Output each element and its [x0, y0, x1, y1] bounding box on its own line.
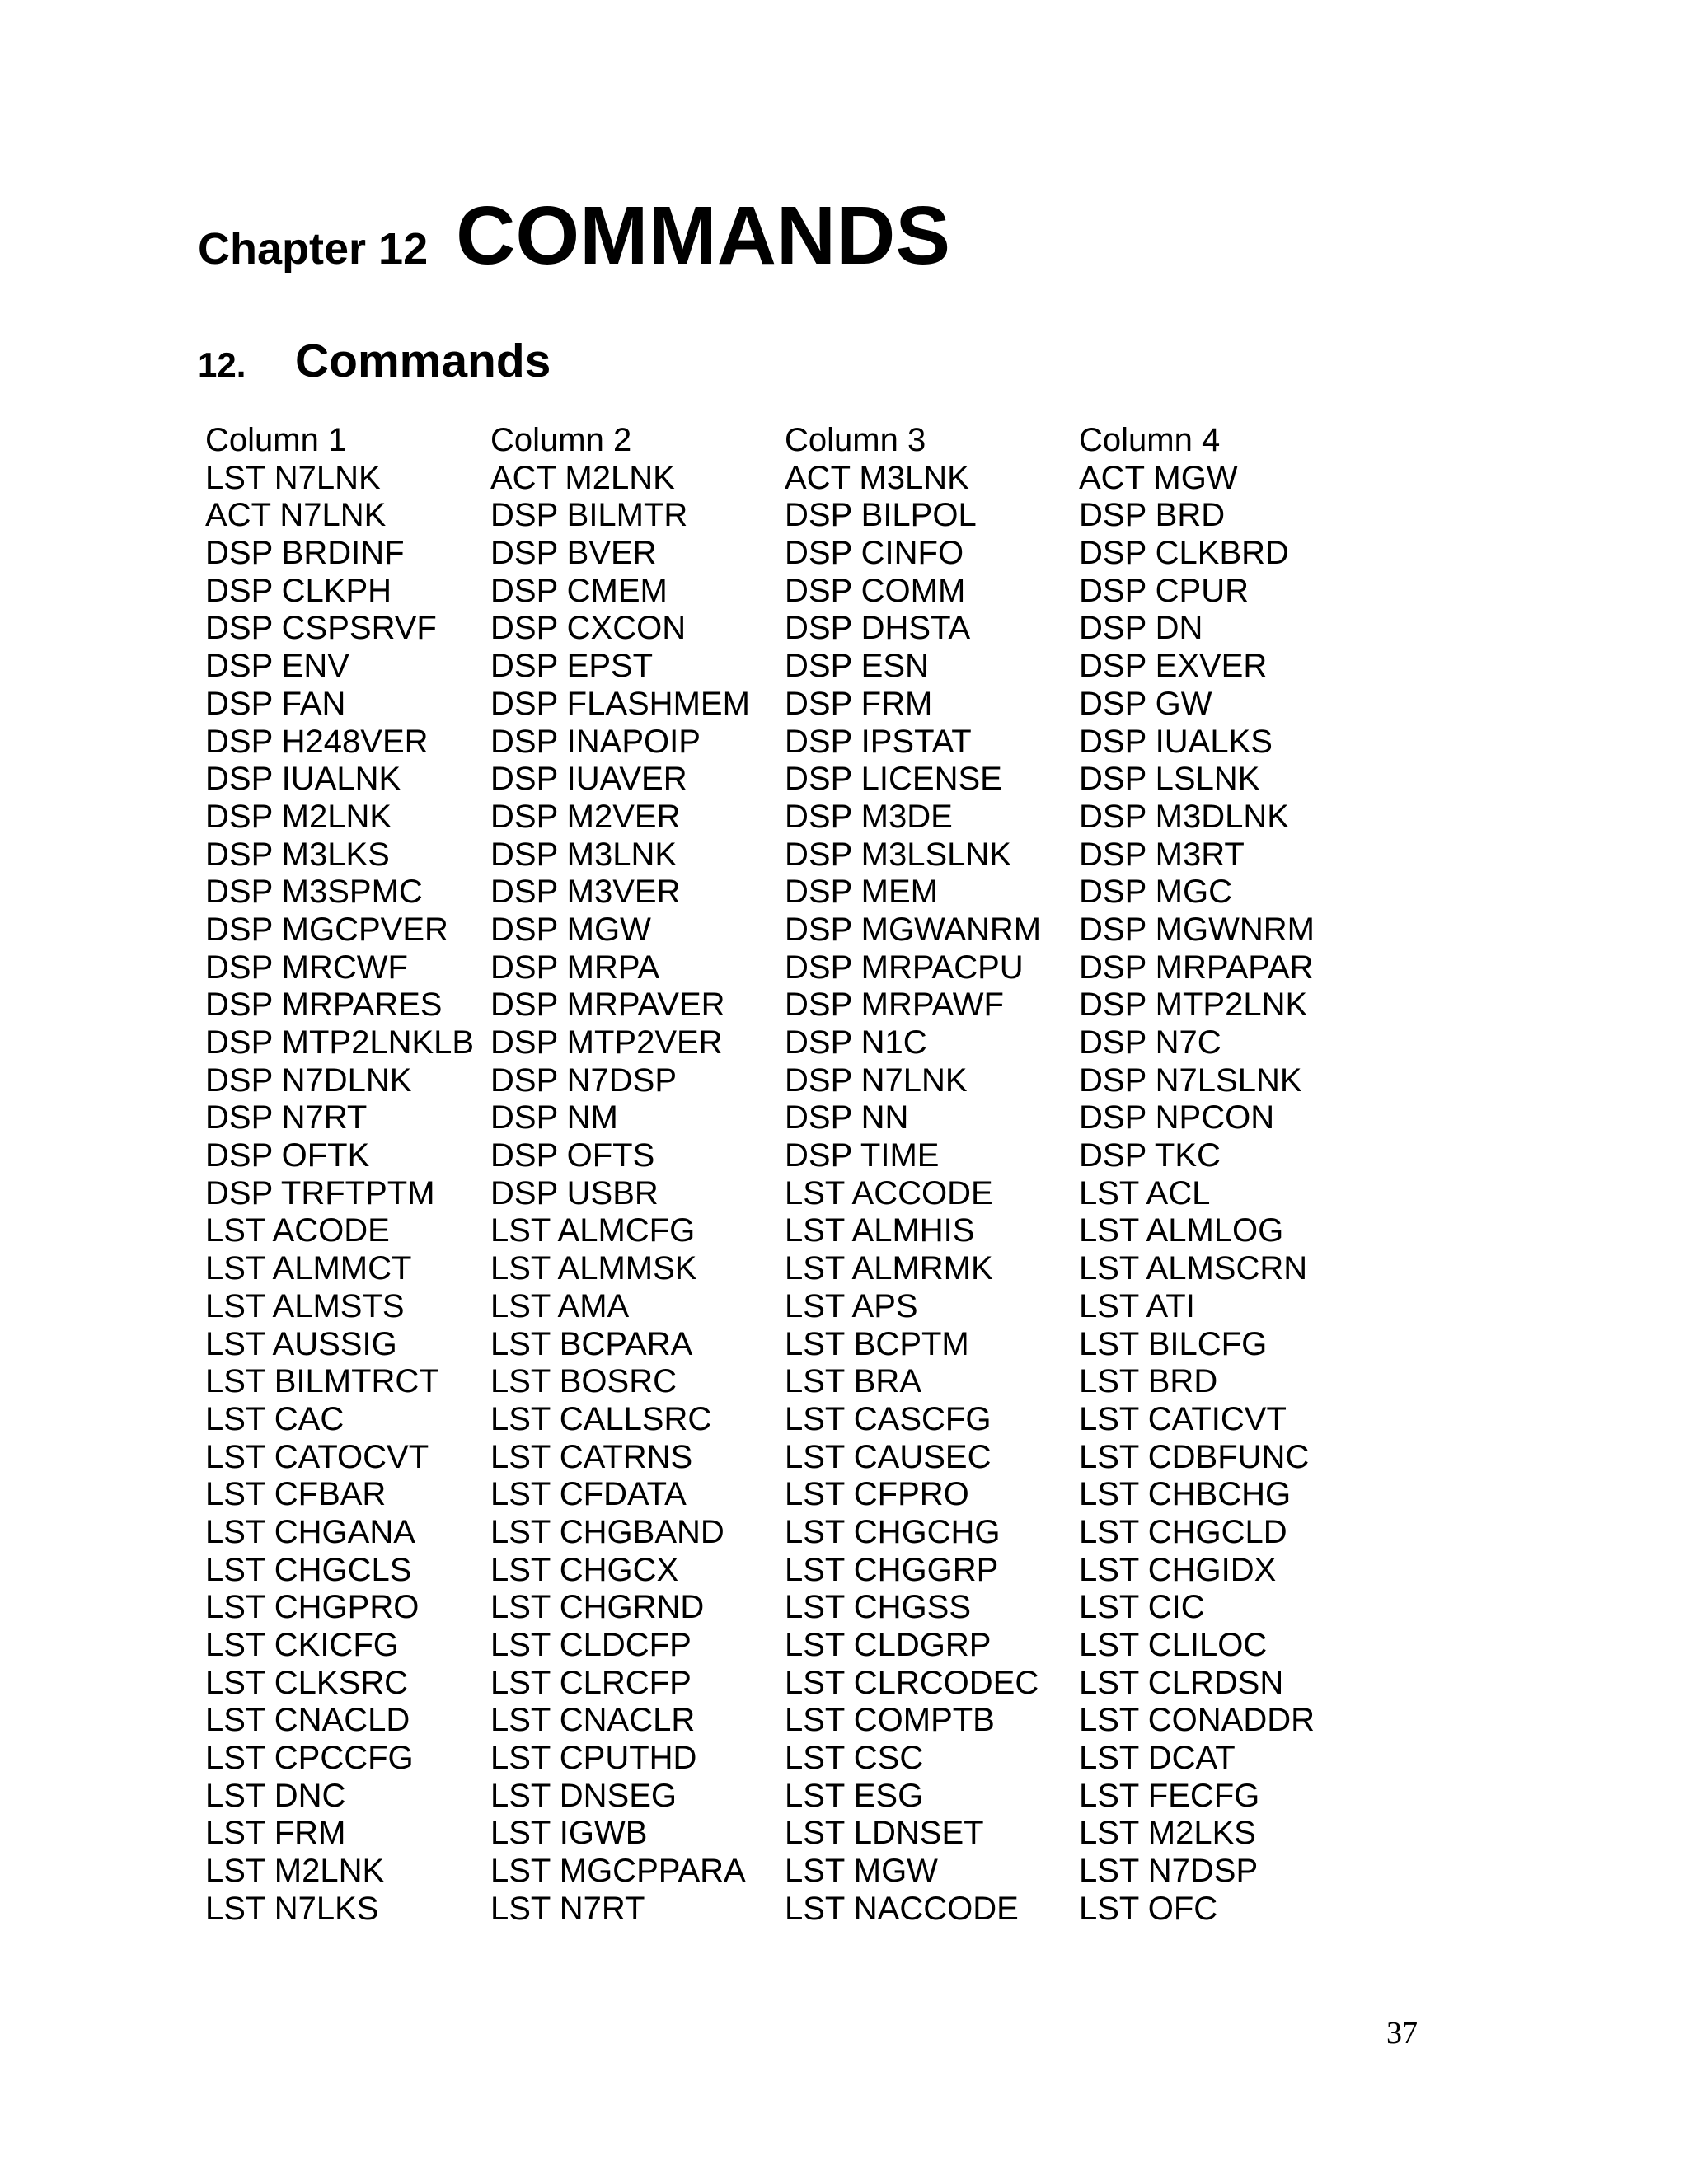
command-cell: DSP M3DE — [785, 798, 953, 835]
command-cell: LST BRD — [1079, 1363, 1218, 1400]
command-cell: LST CHGCLD — [1079, 1513, 1287, 1550]
command-cell: LST CHGCX — [490, 1551, 679, 1588]
column-header: Column 2 — [490, 422, 632, 458]
command-cell: LST LDNSET — [785, 1815, 984, 1852]
command-cell: LST AMA — [490, 1287, 630, 1324]
command-cell: DSP M2LNK — [205, 798, 392, 835]
command-cell: DSP BVER — [490, 535, 657, 572]
command-cell: DSP MGWNRM — [1079, 911, 1315, 948]
command-cell: DSP EXVER — [1079, 648, 1268, 685]
command-cell: DSP CLKBRD — [1079, 535, 1289, 572]
command-cell: LST CLRDSN — [1079, 1664, 1284, 1701]
command-cell: ACT N7LNK — [205, 497, 387, 534]
command-cell: LST CIC — [1079, 1589, 1205, 1626]
command-cell: LST DCAT — [1079, 1740, 1236, 1777]
command-cell: DSP DN — [1079, 610, 1203, 647]
command-cell: LST M2LNK — [205, 1853, 385, 1890]
command-cell: LST ACCODE — [785, 1174, 993, 1212]
command-cell: DSP H248VER — [205, 723, 429, 760]
command-cell: LST CATICVT — [1079, 1400, 1287, 1437]
chapter-title: COMMANDS — [456, 190, 951, 282]
command-cell: DSP CSPSRVF — [205, 610, 437, 647]
command-cell: LST CFBAR — [205, 1476, 387, 1513]
command-cell: DSP LSLNK — [1079, 761, 1260, 798]
command-cell: DSP M3LNK — [490, 836, 678, 873]
command-cell: DSP MTP2LNKLB — [205, 1024, 475, 1061]
command-cell: LST CHGCLS — [205, 1551, 412, 1588]
command-cell: DSP OFTK — [205, 1137, 370, 1174]
command-cell: DSP ESN — [785, 648, 929, 685]
command-cell: DSP N7LSLNK — [1079, 1062, 1302, 1099]
command-cell: LST FRM — [205, 1815, 346, 1852]
command-cell: LST MGW — [785, 1853, 938, 1890]
command-cell: LST CHBCHG — [1079, 1476, 1292, 1513]
command-cell: ACT M3LNK — [785, 459, 969, 496]
column-header: Column 4 — [1079, 422, 1221, 458]
command-cell: DSP CINFO — [785, 535, 964, 572]
command-cell: LST IGWB — [490, 1815, 648, 1852]
command-cell: DSP NPCON — [1079, 1099, 1275, 1137]
command-cell: DSP MRPAVER — [490, 987, 725, 1024]
command-cell: DSP FLASHMEM — [490, 685, 750, 722]
command-cell: LST CATRNS — [490, 1438, 693, 1475]
command-cell: LST CAUSEC — [785, 1438, 992, 1475]
command-column-2 — [490, 422, 785, 1929]
command-cell: LST BRA — [785, 1363, 921, 1400]
command-cell: DSP TIME — [785, 1137, 940, 1174]
command-cell: DSP IUAVER — [490, 761, 687, 798]
command-cell: DSP MRPARES — [205, 987, 443, 1024]
command-cell: LST BCPARA — [490, 1325, 693, 1362]
command-cell: LST COMPTB — [785, 1702, 995, 1739]
command-column-3 — [785, 422, 1079, 1929]
command-cell: LST ALMHIS — [785, 1212, 975, 1249]
command-cell: DSP N7DLNK — [205, 1062, 412, 1099]
command-cell: LST ACODE — [205, 1212, 390, 1249]
command-cell: LST CALLSRC — [490, 1400, 712, 1437]
command-cell: DSP GW — [1079, 685, 1212, 722]
command-cell: LST CHGIDX — [1079, 1551, 1277, 1588]
command-cell: LST CONADDR — [1079, 1702, 1315, 1739]
command-cell: DSP N1C — [785, 1024, 927, 1061]
command-cell: DSP BRD — [1079, 497, 1226, 534]
command-cell: DSP IUALKS — [1079, 723, 1273, 760]
command-cell: DSP MRPAWF — [785, 987, 1004, 1024]
command-cell: LST CNACLD — [205, 1702, 410, 1739]
command-cell: ACT MGW — [1079, 459, 1238, 496]
command-cell: LST CHGBAND — [490, 1513, 724, 1550]
command-cell: DSP NM — [490, 1099, 618, 1137]
command-cell: DSP EPST — [490, 648, 654, 685]
command-cell: LST BCPTM — [785, 1325, 969, 1362]
command-cell: DSP CLKPH — [205, 572, 392, 609]
command-cell: DSP M3DLNK — [1079, 798, 1289, 835]
command-cell: LST CHGGRP — [785, 1551, 999, 1588]
command-cell: DSP MGCPVER — [205, 911, 448, 948]
command-cell: LST ACL — [1079, 1174, 1211, 1212]
command-cell: LST CLDCFP — [490, 1627, 692, 1663]
command-cell: LST CLRCFP — [490, 1664, 692, 1701]
section-title: Commands — [295, 335, 551, 387]
command-cell: LST N7DSP — [1079, 1853, 1259, 1890]
command-cell: DSP BILPOL — [785, 497, 977, 534]
command-cell: DSP COMM — [785, 572, 966, 609]
command-cell: DSP MRPA — [490, 949, 660, 986]
command-cell: DSP MRPACPU — [785, 949, 1024, 986]
command-cell: LST CKICFG — [205, 1627, 399, 1663]
column-header: Column 3 — [785, 422, 926, 458]
command-cell: LST DNSEG — [490, 1777, 677, 1814]
command-cell: LST ATI — [1079, 1287, 1195, 1324]
command-cell: DSP MGW — [490, 911, 651, 948]
command-cell: DSP USBR — [490, 1174, 659, 1212]
command-cell: LST ALMSCRN — [1079, 1250, 1308, 1287]
command-cell: LST CFDATA — [490, 1476, 687, 1513]
command-cell: DSP M3RT — [1079, 836, 1245, 873]
command-cell: LST ALMMSK — [490, 1250, 697, 1287]
command-cell: DSP MRCWF — [205, 949, 408, 986]
command-cell: LST N7LKS — [205, 1890, 379, 1927]
command-cell: DSP N7C — [1079, 1024, 1221, 1061]
command-cell: LST BILCFG — [1079, 1325, 1268, 1362]
command-cell: LST OFC — [1079, 1890, 1218, 1927]
command-cell: LST ESG — [785, 1777, 924, 1814]
command-cell: LST AUSSIG — [205, 1325, 397, 1362]
command-cell: DSP FAN — [205, 685, 346, 722]
command-cell: DSP N7DSP — [490, 1062, 678, 1099]
command-cell: LST ALMMCT — [205, 1250, 412, 1287]
command-cell: DSP LICENSE — [785, 761, 1002, 798]
command-cell: DSP CMEM — [490, 572, 668, 609]
command-cell: DSP CPUR — [1079, 572, 1249, 609]
command-cell: DSP IUALNK — [205, 761, 401, 798]
command-cell: DSP M2VER — [490, 798, 681, 835]
command-cell: DSP CXCON — [490, 610, 687, 647]
command-cell: LST CSC — [785, 1740, 924, 1777]
command-cell: DSP MTP2VER — [490, 1024, 723, 1061]
command-cell: DSP M3LSLNK — [785, 836, 1011, 873]
command-cell: DSP MGWANRM — [785, 911, 1042, 948]
command-cell: LST CHGRND — [490, 1589, 705, 1626]
command-cell: LST BILMTRCT — [205, 1363, 439, 1400]
command-cell: LST FECFG — [1079, 1777, 1260, 1814]
command-cell: LST ALMCFG — [490, 1212, 696, 1249]
command-cell: LST ALMLOG — [1079, 1212, 1284, 1249]
command-cell: DSP IPSTAT — [785, 723, 972, 760]
command-cell: LST CFPRO — [785, 1476, 969, 1513]
page-number: 37 — [1386, 2016, 1418, 2050]
command-cell: DSP ENV — [205, 648, 349, 685]
command-column-1 — [205, 422, 490, 1929]
command-cell: LST MGCPPARA — [490, 1853, 746, 1890]
command-column-4 — [1079, 422, 1351, 1929]
command-cell: DSP BRDINF — [205, 535, 405, 572]
command-cell: DSP FRM — [785, 685, 933, 722]
command-cell: LST CHGSS — [785, 1589, 971, 1626]
command-cell: DSP M3SPMC — [205, 874, 423, 911]
command-cell: LST BOSRC — [490, 1363, 677, 1400]
command-cell: LST M2LKS — [1079, 1815, 1256, 1852]
command-cell: LST CLRCODEC — [785, 1664, 1039, 1701]
command-cell: LST CHGANA — [205, 1513, 415, 1550]
command-cell: LST CAC — [205, 1400, 345, 1437]
command-cell: DSP M3VER — [490, 874, 681, 911]
command-cell: LST DNC — [205, 1777, 346, 1814]
command-cell: LST CDBFUNC — [1079, 1438, 1310, 1475]
command-cell: LST APS — [785, 1287, 918, 1324]
command-cell: LST ALMRMK — [785, 1250, 993, 1287]
chapter-label: Chapter 12 — [198, 224, 429, 274]
command-cell: LST CPUTHD — [490, 1740, 697, 1777]
command-cell: LST N7LNK — [205, 459, 381, 496]
command-cell: DSP M3LKS — [205, 836, 390, 873]
command-cell: DSP BILMTR — [490, 497, 688, 534]
chapter-heading — [198, 190, 951, 282]
command-cell: LST NACCODE — [785, 1890, 1019, 1927]
command-cell: LST CHGCHG — [785, 1513, 1001, 1550]
command-cell: DSP MRPAPAR — [1079, 949, 1314, 986]
command-cell: LST CASCFG — [785, 1400, 992, 1437]
command-cell: DSP NN — [785, 1099, 909, 1137]
command-cell: DSP TRFTPTM — [205, 1174, 435, 1212]
command-table — [205, 422, 1351, 1929]
command-cell: LST CLKSRC — [205, 1664, 409, 1701]
command-cell: DSP MEM — [785, 874, 938, 911]
section-number: 12. — [198, 345, 246, 384]
command-cell: DSP OFTS — [490, 1137, 655, 1174]
command-cell: DSP TKC — [1079, 1137, 1221, 1174]
section-heading — [198, 335, 551, 387]
command-cell: DSP INAPOIP — [490, 723, 701, 760]
command-cell: LST ALMSTS — [205, 1287, 405, 1324]
column-header: Column 1 — [205, 422, 347, 458]
command-cell: DSP N7LNK — [785, 1062, 968, 1099]
command-cell: DSP MTP2LNK — [1079, 987, 1308, 1024]
command-cell: LST CNACLR — [490, 1702, 696, 1739]
command-cell: DSP N7RT — [205, 1099, 368, 1137]
command-cell: LST CATOCVT — [205, 1438, 429, 1475]
command-cell: LST CLDGRP — [785, 1627, 992, 1663]
command-cell: LST CHGPRO — [205, 1589, 420, 1626]
command-cell: LST N7RT — [490, 1890, 645, 1927]
command-cell: LST CPCCFG — [205, 1740, 414, 1777]
command-cell: ACT M2LNK — [490, 459, 675, 496]
command-cell: DSP DHSTA — [785, 610, 971, 647]
command-cell: LST CLILOC — [1079, 1627, 1268, 1663]
command-cell: DSP MGC — [1079, 874, 1232, 911]
